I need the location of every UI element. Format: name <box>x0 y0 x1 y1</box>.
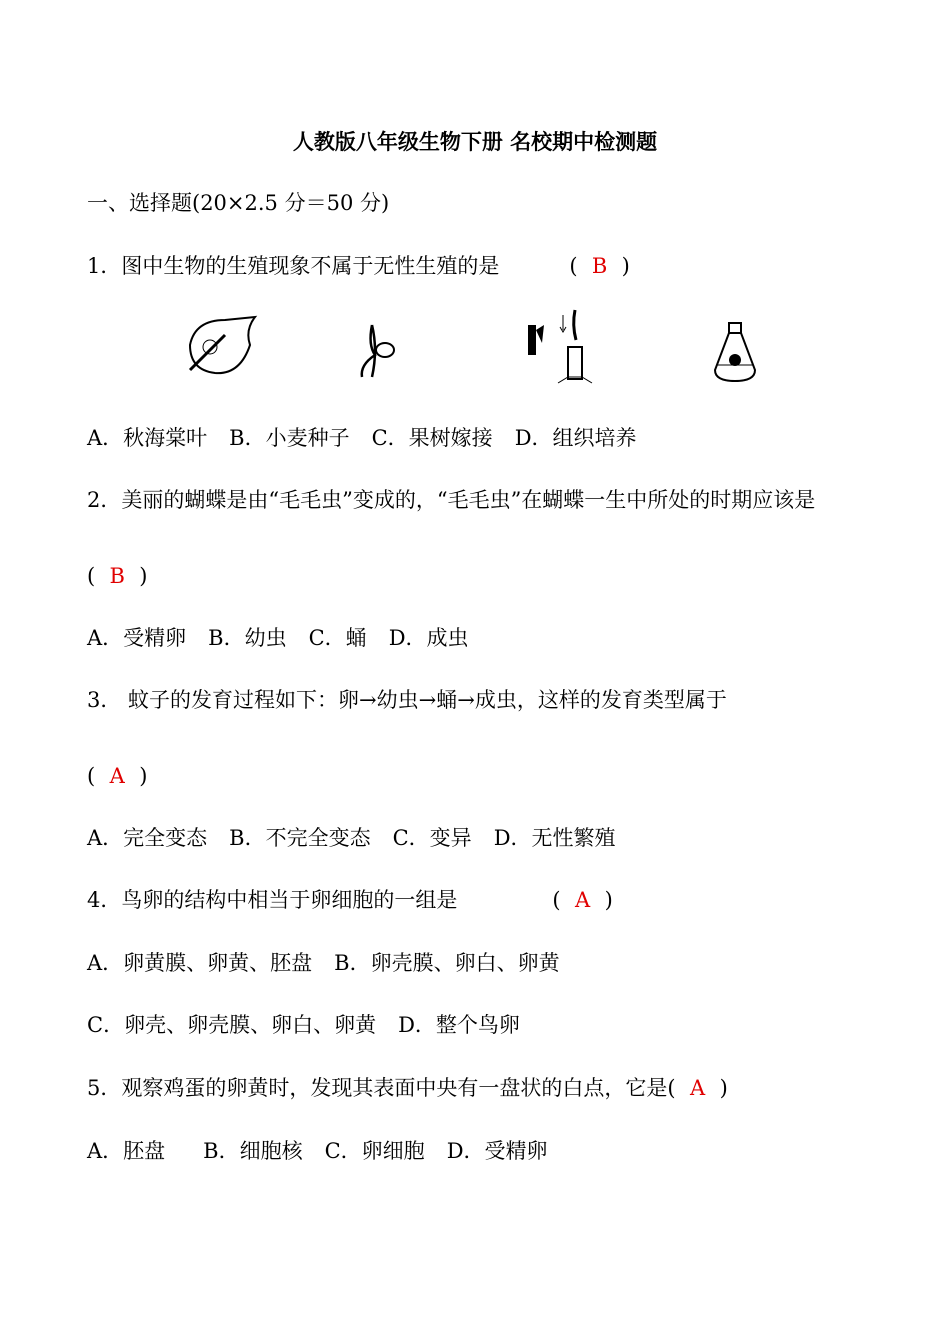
option-c: C．卵壳、卵壳膜、卵白、卵黄 <box>87 1013 377 1037</box>
paren: ( <box>552 888 561 912</box>
question-stem: 4．鸟卵的结构中相当于卵细胞的一组是 <box>87 888 458 912</box>
paren: ) <box>719 1076 728 1100</box>
question-5 <box>87 1075 728 1101</box>
question-stem: 1．图中生物的生殖现象不属于无性生殖的是 <box>87 254 500 278</box>
option-b: B．小麦种子 <box>229 426 350 450</box>
option-b: B．不完全变态 <box>229 826 371 850</box>
option-d: D．成虫 <box>388 626 469 650</box>
option-c: C．卵细胞 <box>324 1139 425 1163</box>
answer: B <box>109 564 125 588</box>
question-3-options <box>87 825 638 851</box>
wheat-seed-image <box>350 305 400 380</box>
question-3-answer <box>87 763 147 789</box>
paren: ( <box>87 764 96 788</box>
paren: ( <box>569 254 578 278</box>
option-a: A．秋海棠叶 <box>87 426 208 450</box>
option-a: A．受精卵 <box>87 626 187 650</box>
question-1-options <box>87 425 659 451</box>
question-5-options <box>87 1138 570 1164</box>
option-c: C．果树嫁接 <box>371 426 493 450</box>
answer: A <box>109 764 125 788</box>
option-a: A．胚盘 <box>87 1139 166 1163</box>
paren: ) <box>139 564 148 588</box>
option-b: B．卵壳膜、卵白、卵黄 <box>334 951 560 975</box>
option-d: D．整个鸟卵 <box>398 1013 520 1037</box>
question-4-options-row-2 <box>87 1012 542 1038</box>
question-stem: 5．观察鸡蛋的卵黄时，发现其表面中央有一盘状的白点，它是( <box>87 1076 676 1100</box>
option-c: C．蛹 <box>308 626 367 650</box>
tissue-culture-flask-image <box>705 305 765 385</box>
option-d: D．无性繁殖 <box>493 826 616 850</box>
answer: B <box>591 254 608 278</box>
option-d: D．组织培养 <box>514 426 637 450</box>
question-2-stem: 2．美丽的蝴蝶是由“毛毛虫”变成的，“毛毛虫”在蝴蝶一生中所处的时期应该是 <box>87 488 816 512</box>
begonia-leaf-image <box>180 305 260 380</box>
option-a: A．完全变态 <box>87 826 208 850</box>
question-2-options <box>87 625 491 651</box>
option-b: B．细胞核 <box>203 1139 303 1163</box>
answer: A <box>689 1076 706 1100</box>
question-4 <box>87 887 613 913</box>
option-a: A．卵黄膜、卵黄、胚盘 <box>87 951 313 975</box>
question-2-answer <box>87 563 147 589</box>
question-1 <box>87 253 630 279</box>
section-heading: 一、选择题(20×2.5 分＝50 分) <box>87 191 390 215</box>
paren: ) <box>621 254 630 278</box>
paren: ) <box>139 764 148 788</box>
question-4-options-row-1 <box>87 950 582 976</box>
option-c: C．变异 <box>392 826 472 850</box>
answer: A <box>574 888 591 912</box>
grafting-image <box>518 305 598 385</box>
option-d: D．受精卵 <box>446 1139 548 1163</box>
question-3-stem: 3． 蚊子的发育过程如下：卵→幼虫→蛹→成虫，这样的发育类型属于 <box>87 688 727 712</box>
option-b: B．幼虫 <box>208 626 287 650</box>
page-title: 人教版八年级生物下册 名校期中检测题 <box>292 130 658 154</box>
paren: ) <box>604 888 613 912</box>
paren: ( <box>87 564 96 588</box>
